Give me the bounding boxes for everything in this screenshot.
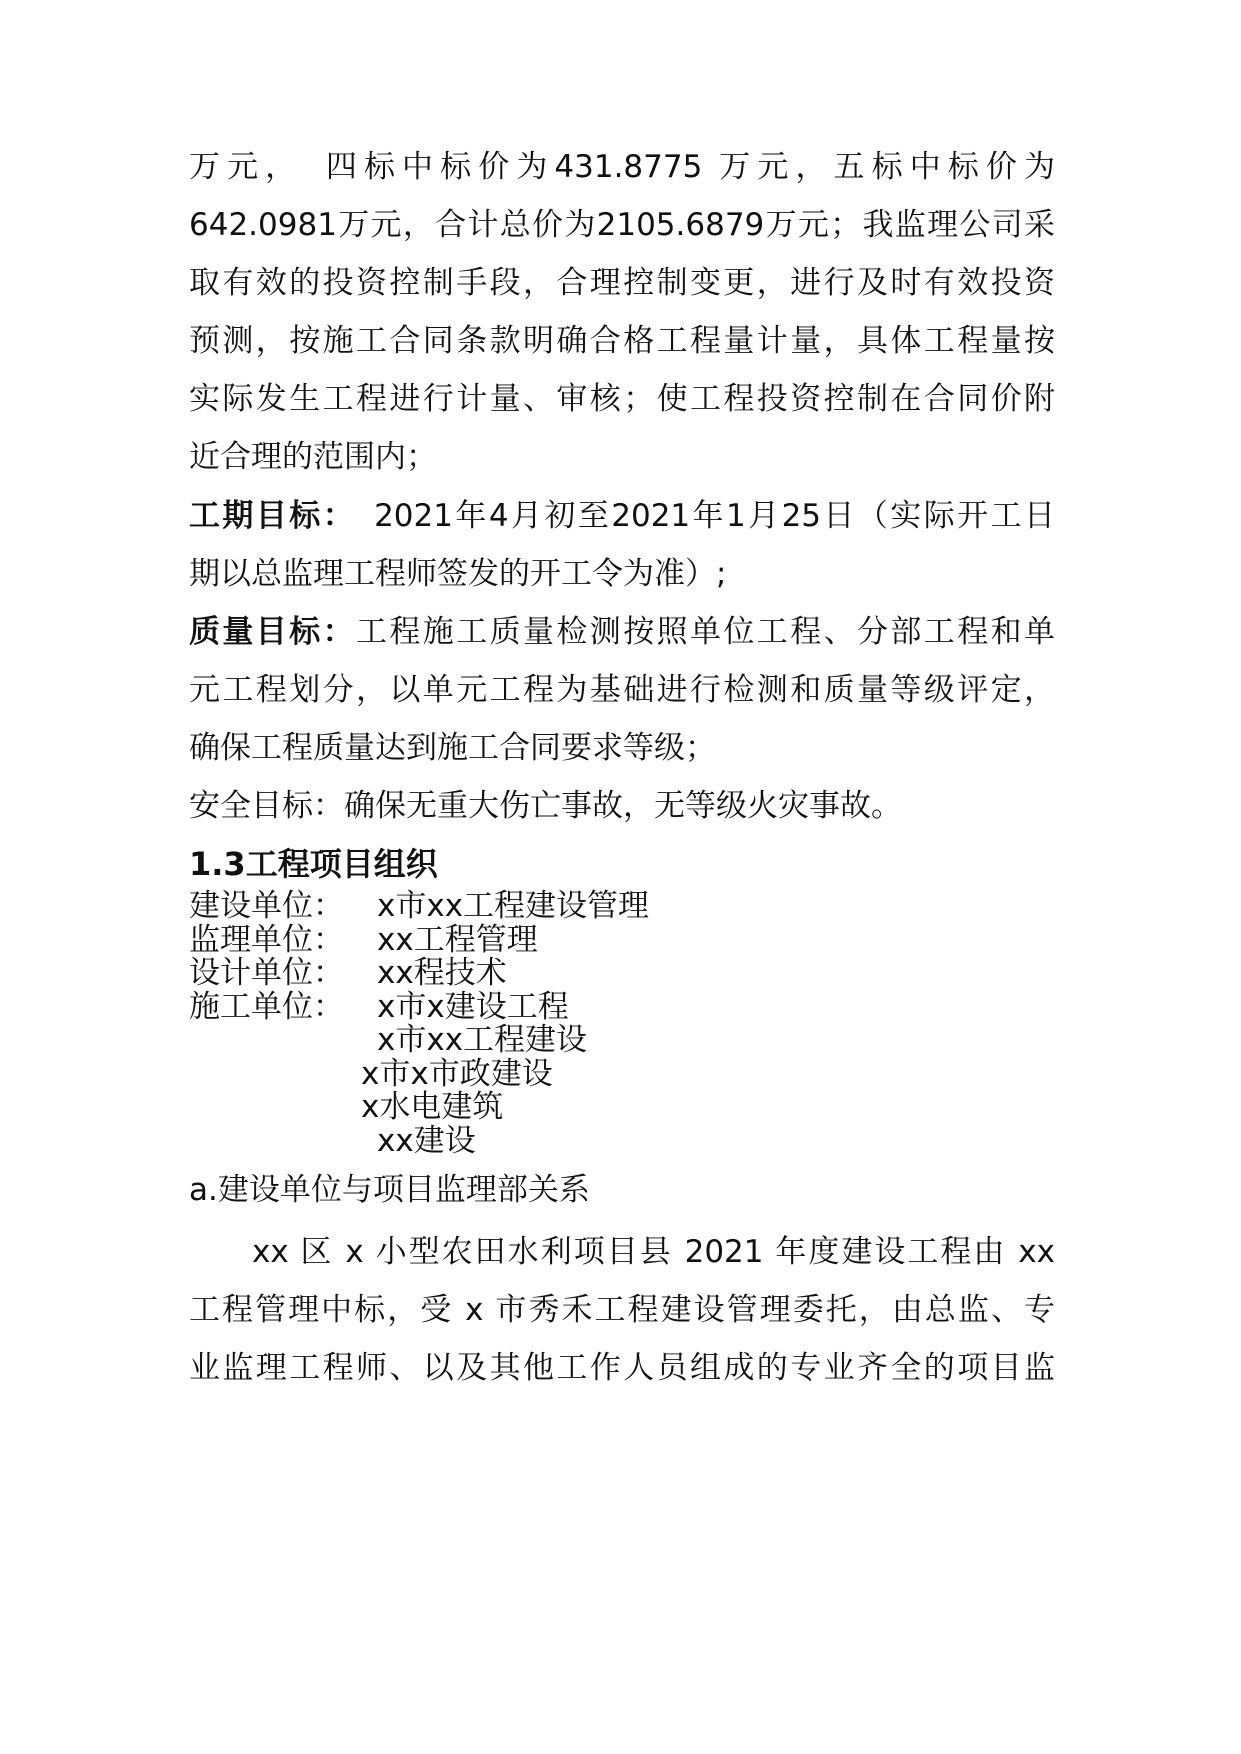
org-value: x市xx工程建设	[377, 1022, 588, 1058]
subheading: a.建设单位与项目监理部关系	[189, 1172, 590, 1208]
paragraph-line: 取有效的投资控制手段，合理控制变更，进行及时有效投资	[189, 265, 1055, 301]
paragraph-line: 业监理工程师、以及其他工作人员组成的专业齐全的项目监	[189, 1350, 1055, 1386]
org-row	[189, 1089, 503, 1125]
paragraph-line: 万元， 四标中标价为431.8775 万元，五标中标价为	[189, 149, 1055, 185]
schedule-goal-line	[189, 496, 1055, 536]
org-row	[189, 922, 538, 958]
quality-goal-text: 工程施工质量检测按照单位工程、分部工程和单	[356, 614, 1055, 650]
org-value: x市x市政建设	[361, 1056, 553, 1092]
quality-goal-line	[189, 612, 1055, 652]
org-value: x市xx工程建设管理	[377, 888, 650, 924]
quality-goal-line: 确保工程质量达到施工合同要求等级；	[189, 730, 716, 766]
org-label: 监理单位：	[189, 922, 344, 958]
quality-goal-line: 元工程划分，以单元工程为基础进行检测和质量等级评定，	[189, 672, 1055, 708]
org-row	[189, 989, 569, 1025]
safety-goal-line: 安全目标：确保无重大伤亡事故，无等级火灾事故。	[189, 788, 902, 824]
org-value: xx程技术	[377, 955, 507, 991]
paragraph-line: 工程管理中标，受 x 市秀禾工程建设管理委托，由总监、专	[189, 1292, 1055, 1328]
org-value: xx工程管理	[377, 922, 538, 958]
schedule-goal-line: 期以总监理工程师签发的开工令为准）;	[189, 556, 727, 592]
paragraph-line: 实际发生工程进行计量、审核；使工程投资控制在合同价附	[189, 381, 1055, 417]
section-heading: 1.3工程项目组织	[189, 845, 438, 883]
schedule-goal-label: 工期目标：	[189, 498, 341, 534]
org-value: x市x建设工程	[377, 989, 569, 1025]
org-row	[189, 1056, 553, 1092]
paragraph-line: 642.0981万元，合计总价为2105.6879万元；我监理公司采	[189, 207, 1055, 243]
org-row	[189, 888, 649, 924]
paragraph-line: xx 区 x 小型农田水利项目县 2021 年度建设工程由 xx	[252, 1234, 1055, 1270]
org-row	[189, 1022, 587, 1058]
org-value: xx建设	[377, 1123, 476, 1159]
paragraph-line: 近合理的范围内；	[189, 439, 437, 475]
org-row	[189, 1123, 476, 1159]
schedule-goal-text: 2021年4月初至2021年1月25日（实际开工日	[340, 498, 1055, 534]
paragraph-line: 预测，按施工合同条款明确合格工程量计量，具体工程量按	[189, 323, 1055, 359]
org-label: 设计单位：	[189, 955, 344, 991]
org-value: x水电建筑	[361, 1089, 504, 1125]
quality-goal-label: 质量目标：	[189, 614, 356, 650]
org-label: 施工单位：	[189, 989, 344, 1025]
org-label: 建设单位：	[189, 888, 344, 924]
org-row	[189, 955, 507, 991]
